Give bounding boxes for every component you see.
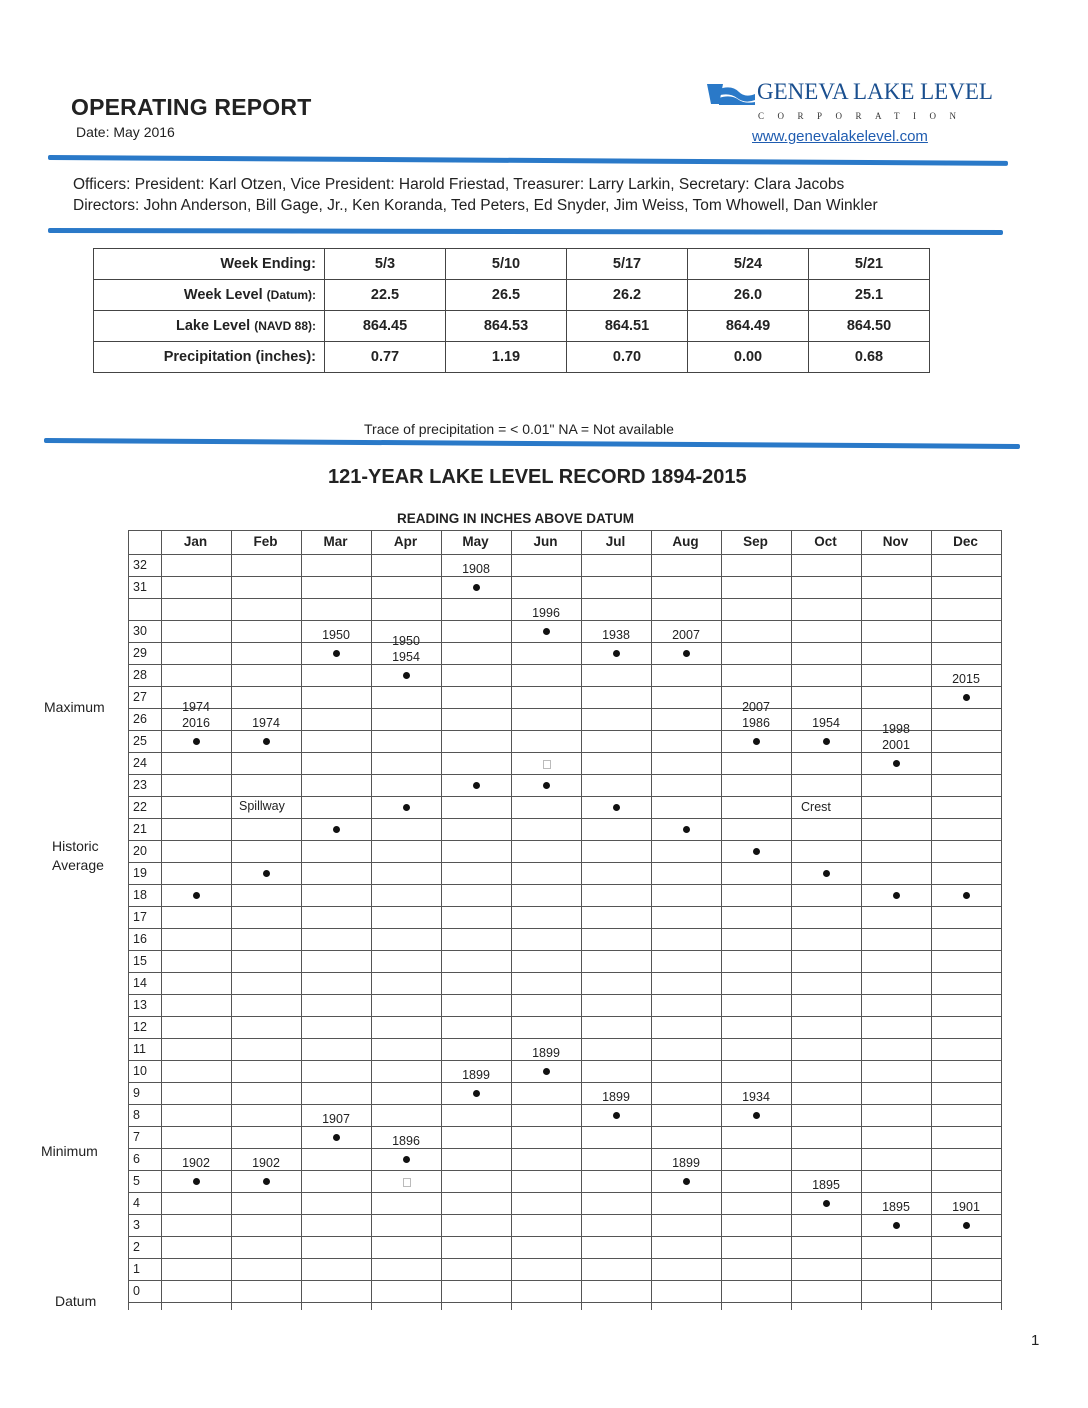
level-label: 31 xyxy=(133,580,147,594)
grid-line xyxy=(128,972,1002,973)
row-label-unit: (Datum): xyxy=(266,288,316,302)
table-row xyxy=(94,311,930,342)
row-label-unit: (NAVD 88): xyxy=(254,319,316,333)
minimum-label: Minimum xyxy=(41,1143,98,1159)
precipitation-note: Trace of precipitation = < 0.01" NA = Not available xyxy=(364,421,674,437)
grid-line xyxy=(1001,530,1002,1310)
level-label: 28 xyxy=(133,668,147,682)
level-label: 5 xyxy=(133,1174,140,1188)
level-label: 18 xyxy=(133,888,147,902)
maximum-point xyxy=(263,738,270,745)
level-label: 32 xyxy=(133,558,147,572)
grid-line xyxy=(128,1258,1002,1259)
directors-line: Directors: John Anderson, Bill Gage, Jr., Ken Koranda, Ted Peters, Ed Snyder, Jim Weiss, Tom Whowell, Dan Winkler xyxy=(73,197,878,214)
average-point xyxy=(193,892,200,899)
grid-line xyxy=(128,1082,1002,1083)
table-cell: 1.19 xyxy=(446,342,567,373)
grid-line xyxy=(128,1236,1002,1237)
maximum-year: 1974 xyxy=(182,700,210,714)
level-label: 27 xyxy=(133,690,147,704)
company-url-link[interactable]: www.genevalakelevel.com xyxy=(752,128,928,145)
maximum-year: 2015 xyxy=(952,672,980,686)
minimum-point xyxy=(403,1156,410,1163)
grid-line xyxy=(128,686,1002,687)
section-divider xyxy=(44,438,1020,449)
weekly-level-table xyxy=(93,248,930,373)
maximum-point xyxy=(333,650,340,657)
month-header: May xyxy=(462,534,489,549)
average-point xyxy=(963,892,970,899)
average-point xyxy=(263,870,270,877)
average-point xyxy=(683,826,690,833)
maximum-year: 1950 xyxy=(392,634,420,648)
level-label: 19 xyxy=(133,866,147,880)
level-label: 10 xyxy=(133,1064,147,1078)
level-label: 1 xyxy=(133,1262,140,1276)
level-label: 6 xyxy=(133,1152,140,1166)
maximum-year: 1986 xyxy=(742,716,770,730)
table-cell: 5/3 xyxy=(325,249,446,280)
maximum-label: Maximum xyxy=(44,699,105,715)
grid-line xyxy=(128,642,1002,643)
grid-line xyxy=(128,1126,1002,1127)
grid-line xyxy=(581,530,582,1310)
minimum-year: 1895 xyxy=(882,1200,910,1214)
row-label-text: Week Ending: xyxy=(220,256,316,272)
grid-line xyxy=(511,530,512,1310)
company-logo-icon xyxy=(705,80,757,106)
maximum-year: 1908 xyxy=(462,562,490,576)
average-point xyxy=(823,870,830,877)
level-label: 2 xyxy=(133,1240,140,1254)
average-point xyxy=(543,782,550,789)
row-label xyxy=(94,249,325,280)
minimum-point xyxy=(333,1134,340,1141)
level-label: 15 xyxy=(133,954,147,968)
level-label: 14 xyxy=(133,976,147,990)
month-header: Oct xyxy=(814,534,837,549)
average-point xyxy=(893,892,900,899)
maximum-year: 2001 xyxy=(882,738,910,752)
maximum-year: 1954 xyxy=(812,716,840,730)
level-label: 8 xyxy=(133,1108,140,1122)
row-label-text: Precipitation (inches): xyxy=(163,349,316,365)
month-header: Aug xyxy=(672,534,699,549)
level-label: 30 xyxy=(133,624,147,638)
minimum-point xyxy=(543,1068,550,1075)
table-cell: 5/10 xyxy=(446,249,567,280)
table-row xyxy=(94,342,930,373)
maximum-year: 2007 xyxy=(672,628,700,642)
table-row xyxy=(94,249,930,280)
level-label: 26 xyxy=(133,712,147,726)
minimum-year: 1901 xyxy=(952,1200,980,1214)
grid-line xyxy=(721,530,722,1310)
officers-line: Officers: President: Karl Otzen, Vice President: Harold Friestad, Treasurer: Larry Larkin, Secretary: Clara Jacobs xyxy=(73,176,845,193)
minimum-year: 1934 xyxy=(742,1090,770,1104)
grid-line xyxy=(931,530,932,1310)
month-header: Apr xyxy=(393,534,418,549)
grid-line xyxy=(128,576,1002,577)
table-cell: 0.77 xyxy=(325,342,446,373)
level-label: 12 xyxy=(133,1020,147,1034)
month-header: Jul xyxy=(605,534,626,549)
row-label xyxy=(94,342,325,373)
average-label: Average xyxy=(52,857,104,873)
row-label-text: Week Level xyxy=(183,287,263,303)
officers-block xyxy=(73,174,878,216)
current-level-marker xyxy=(403,1178,411,1187)
level-label: 16 xyxy=(133,932,147,946)
grid-line xyxy=(371,530,372,1310)
month-header: Mar xyxy=(323,534,348,549)
grid-line xyxy=(128,840,1002,841)
month-header: Feb xyxy=(253,534,278,549)
spillway-annotation: Spillway xyxy=(239,799,285,813)
datum-label: Datum xyxy=(55,1293,97,1309)
minimum-year: 1899 xyxy=(672,1156,700,1170)
table-cell: 864.53 xyxy=(446,311,567,342)
month-header: Jan xyxy=(183,534,208,549)
average-point xyxy=(753,848,760,855)
report-title: OPERATING REPORT xyxy=(71,94,312,120)
level-label: 3 xyxy=(133,1218,140,1232)
minimum-year: 1902 xyxy=(182,1156,210,1170)
table-cell: 864.45 xyxy=(325,311,446,342)
company-subtitle: CORPORATION xyxy=(758,111,970,121)
table-cell: 864.51 xyxy=(567,311,688,342)
minimum-year: 1896 xyxy=(392,1134,420,1148)
month-header: Dec xyxy=(953,534,978,549)
grid-line xyxy=(128,1302,1002,1303)
month-header: Nov xyxy=(882,534,909,549)
maximum-year: 1996 xyxy=(532,606,560,620)
minimum-point xyxy=(823,1200,830,1207)
grid-line xyxy=(128,906,1002,907)
grid-line xyxy=(128,994,1002,995)
company-name: GENEVA LAKE LEVEL xyxy=(757,79,993,104)
grid-line xyxy=(128,1148,1002,1149)
officers-divider xyxy=(48,228,1003,235)
maximum-point xyxy=(613,650,620,657)
crest-annotation: Crest xyxy=(801,800,831,814)
table-cell: 22.5 xyxy=(325,280,446,311)
maximum-point xyxy=(753,738,760,745)
minimum-point xyxy=(683,1178,690,1185)
maximum-year: 1938 xyxy=(602,628,630,642)
level-label: 17 xyxy=(133,910,147,924)
report-date: Date: May 2016 xyxy=(76,124,175,140)
maximum-point xyxy=(193,738,200,745)
table-cell: 5/24 xyxy=(688,249,809,280)
grid-line xyxy=(128,862,1002,863)
minimum-point xyxy=(613,1112,620,1119)
minimum-year: 1907 xyxy=(322,1112,350,1126)
month-header: Sep xyxy=(743,534,768,549)
grid-line xyxy=(128,554,1002,555)
grid-line xyxy=(128,598,1002,599)
level-label: 4 xyxy=(133,1196,140,1210)
maximum-point xyxy=(893,760,900,767)
grid-line xyxy=(128,1192,1002,1193)
row-label xyxy=(94,311,325,342)
maximum-year: 1950 xyxy=(322,628,350,642)
level-label: 13 xyxy=(133,998,147,1012)
minimum-point xyxy=(893,1222,900,1229)
grid-line xyxy=(128,796,1002,797)
grid-line xyxy=(128,818,1002,819)
average-point xyxy=(333,826,340,833)
lake-level-record-grid xyxy=(128,530,1002,1310)
average-point xyxy=(613,804,620,811)
table-cell: 0.00 xyxy=(688,342,809,373)
page-number: 1 xyxy=(1031,1332,1040,1349)
minimum-point xyxy=(473,1090,480,1097)
minimum-year: 1899 xyxy=(602,1090,630,1104)
maximum-point xyxy=(963,694,970,701)
level-label: 29 xyxy=(133,646,147,660)
grid-line xyxy=(651,530,652,1310)
month-header: Jun xyxy=(533,534,558,549)
grid-line xyxy=(128,530,129,1310)
maximum-year: 2007 xyxy=(742,700,770,714)
table-cell: 5/21 xyxy=(809,249,930,280)
table-cell: 25.1 xyxy=(809,280,930,311)
table-row xyxy=(94,280,930,311)
current-level-marker xyxy=(543,760,551,769)
level-label: 20 xyxy=(133,844,147,858)
table-cell: 0.70 xyxy=(567,342,688,373)
grid-line xyxy=(128,884,1002,885)
grid-line xyxy=(301,530,302,1310)
grid-line xyxy=(128,1016,1002,1017)
record-subtitle: READING IN INCHES ABOVE DATUM xyxy=(397,511,635,526)
maximum-year: 2016 xyxy=(182,716,210,730)
level-label: 25 xyxy=(133,734,147,748)
grid-line xyxy=(128,950,1002,951)
maximum-point xyxy=(473,584,480,591)
level-label: 7 xyxy=(133,1130,140,1144)
maximum-point xyxy=(403,672,410,679)
row-label xyxy=(94,280,325,311)
table-cell: 864.50 xyxy=(809,311,930,342)
grid-line xyxy=(128,708,1002,709)
level-label: 0 xyxy=(133,1284,140,1298)
historic-label: Historic xyxy=(52,838,99,854)
level-label: 11 xyxy=(133,1042,146,1056)
grid-line xyxy=(161,530,162,1310)
maximum-point xyxy=(823,738,830,745)
minimum-year: 1899 xyxy=(532,1046,560,1060)
level-label: 23 xyxy=(133,778,147,792)
level-label: 9 xyxy=(133,1086,140,1100)
grid-line xyxy=(128,774,1002,775)
minimum-point xyxy=(263,1178,270,1185)
minimum-year: 1899 xyxy=(462,1068,490,1082)
maximum-year: 1954 xyxy=(392,650,420,664)
row-label-text: Lake Level xyxy=(176,318,251,334)
grid-line xyxy=(128,664,1002,665)
grid-line xyxy=(791,530,792,1310)
grid-line xyxy=(861,530,862,1310)
minimum-year: 1902 xyxy=(252,1156,280,1170)
table-cell: 26.5 xyxy=(446,280,567,311)
level-label: 24 xyxy=(133,756,147,770)
grid-line xyxy=(231,530,232,1310)
header-divider xyxy=(48,155,1008,166)
maximum-year: 1998 xyxy=(882,722,910,736)
grid-line xyxy=(128,1038,1002,1039)
table-cell: 0.68 xyxy=(809,342,930,373)
table-cell: 864.49 xyxy=(688,311,809,342)
record-title: 121-YEAR LAKE LEVEL RECORD 1894-2015 xyxy=(328,466,747,488)
table-cell: 26.0 xyxy=(688,280,809,311)
maximum-year: 1974 xyxy=(252,716,280,730)
maximum-point xyxy=(683,650,690,657)
maximum-point xyxy=(543,628,550,635)
table-cell: 5/17 xyxy=(567,249,688,280)
average-point xyxy=(473,782,480,789)
grid-line xyxy=(441,530,442,1310)
average-point xyxy=(403,804,410,811)
table-cell: 26.2 xyxy=(567,280,688,311)
grid-line xyxy=(128,530,1002,531)
minimum-year: 1895 xyxy=(812,1178,840,1192)
minimum-point xyxy=(193,1178,200,1185)
minimum-point xyxy=(753,1112,760,1119)
grid-line xyxy=(128,1104,1002,1105)
grid-line xyxy=(128,928,1002,929)
minimum-point xyxy=(963,1222,970,1229)
grid-line xyxy=(128,1280,1002,1281)
level-label: 21 xyxy=(133,822,147,836)
level-label: 22 xyxy=(133,800,147,814)
